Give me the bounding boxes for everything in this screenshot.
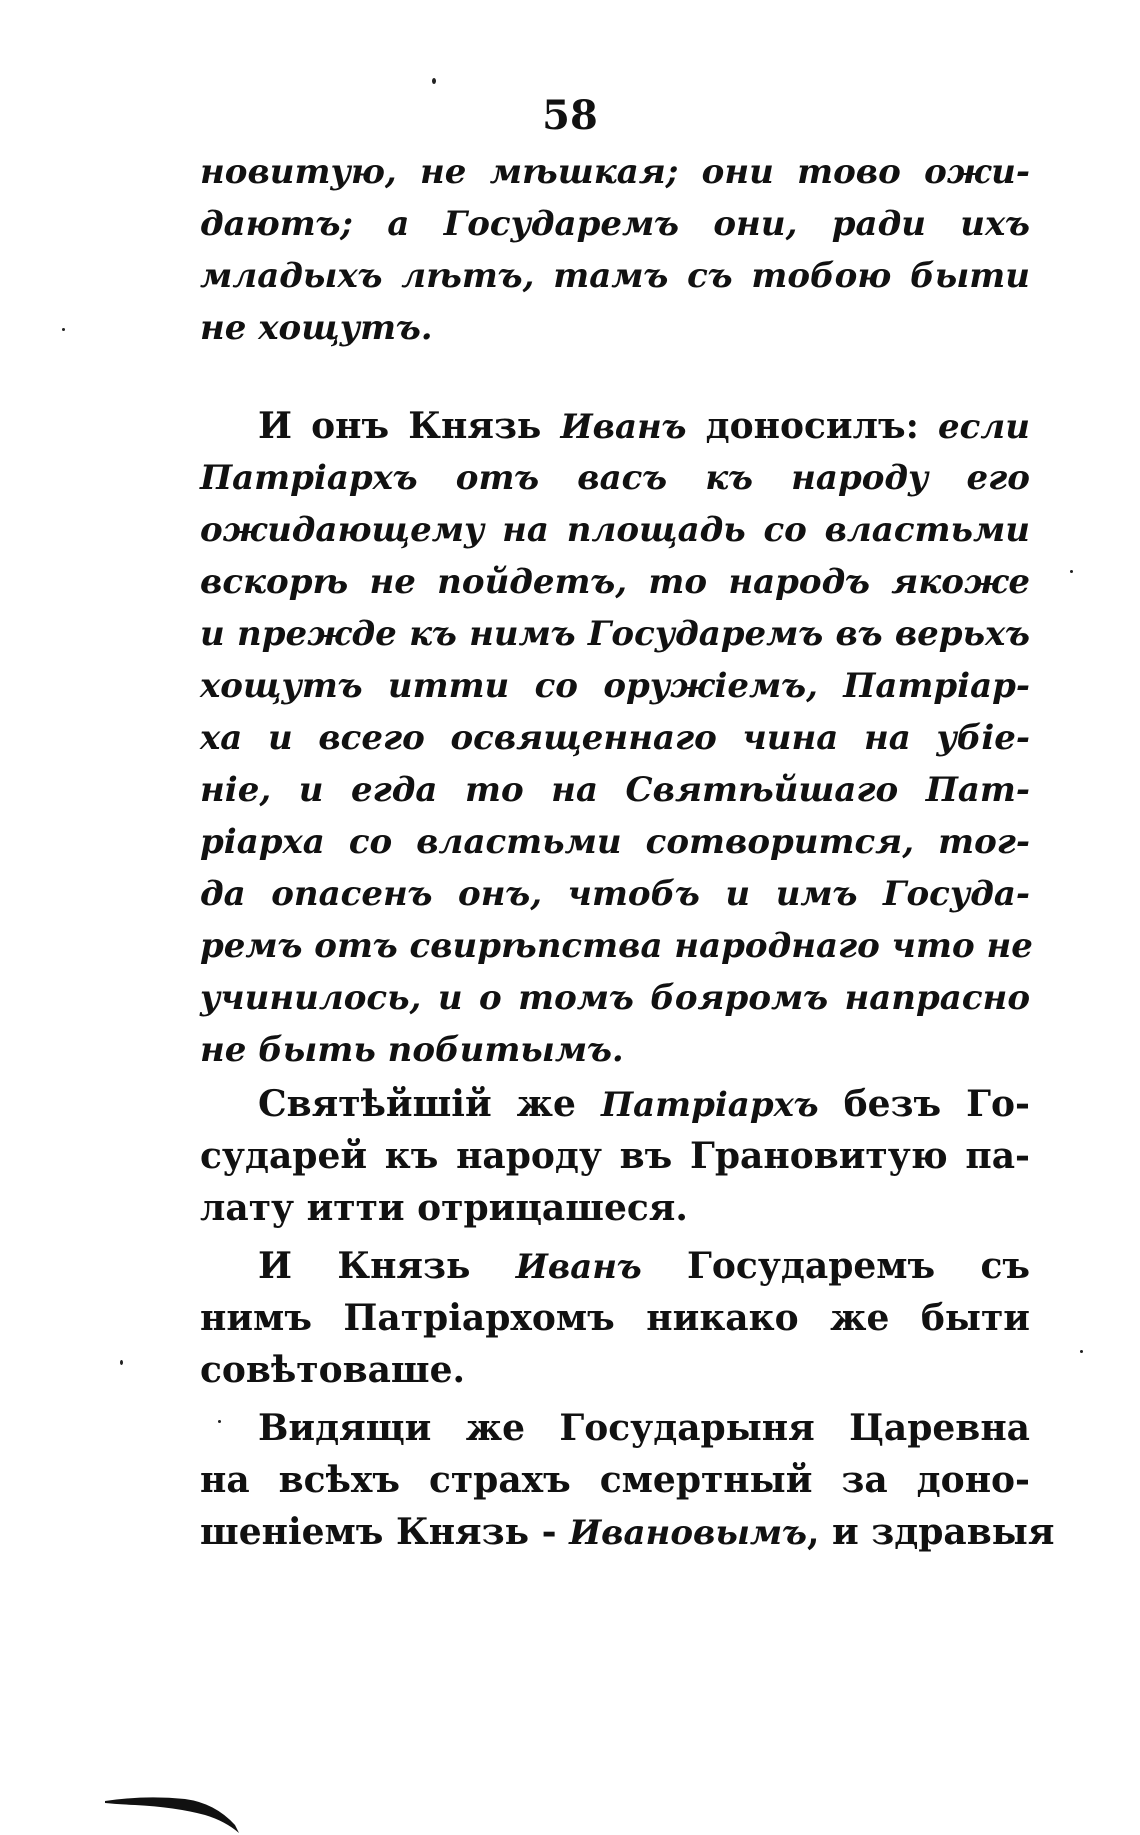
- text-line: младыхъ лѣтъ, тамъ съ тобою быти: [200, 256, 1030, 296]
- text-line: ріарха со властьми сотворится, тог-: [200, 822, 1030, 862]
- text-line: сударей къ народу въ Грановитую па-: [200, 1135, 1030, 1177]
- roman-run: шеніемъ Князь -: [200, 1511, 570, 1553]
- text-line: лату итти отрицашеся.: [200, 1187, 688, 1229]
- roman-run: Святѣйшій же: [258, 1083, 601, 1125]
- ink-speck: [62, 328, 65, 331]
- roman-run: Государемъ съ: [641, 1245, 1030, 1287]
- italic-run: Ивановымъ: [569, 1513, 807, 1553]
- text-line: на всѣхъ страхъ смертный за доно-: [200, 1459, 1030, 1501]
- roman-run: И Князь: [258, 1245, 516, 1287]
- text-line: Патріархъ отъ васъ къ народу его: [200, 458, 1030, 498]
- ink-speck: [1070, 570, 1073, 573]
- text-line: [200, 1506, 1055, 1558]
- ink-speck: [1080, 1350, 1083, 1353]
- paragraph-2: [200, 400, 1033, 1076]
- text-line: вскорѣ не пойдетъ, то народъ якоже: [200, 562, 1030, 602]
- paragraph-4: [200, 1240, 1030, 1396]
- text-line: совѣтоваше.: [200, 1349, 466, 1391]
- text-line: хощутъ итти со оружіемъ, Патріар-: [200, 666, 1030, 706]
- paragraph-3: [200, 1078, 1030, 1234]
- roman-run: , и здравыя: [806, 1511, 1055, 1553]
- text-line: ожидающему на площадь со властьми: [200, 510, 1030, 550]
- ink-speck: [218, 1420, 221, 1423]
- text-line: ніе, и егда то на Святѣйшаго Пат-: [200, 770, 1030, 810]
- text-line: да опасенъ онъ, чтобъ и имъ Госуда-: [200, 874, 1030, 914]
- roman-run: И онъ Князь: [258, 405, 561, 447]
- text-line: и прежде къ нимъ Государемъ въ верьхъ: [200, 614, 1030, 654]
- text-line: [200, 400, 1030, 452]
- text-line: ремъ отъ свирѣпства народнаго что не: [200, 926, 1033, 966]
- ink-speck: [120, 1360, 123, 1365]
- text-line: Видящи же Государыня Царевна: [258, 1407, 1030, 1449]
- text-line: новитую, не мѣшкая; они тово ожи-: [200, 152, 1030, 192]
- italic-run: Иванъ: [560, 407, 687, 447]
- text-line: учинилось, и о томъ бояромъ напрасно: [200, 978, 1030, 1018]
- ink-speck: [432, 78, 436, 84]
- text-line: не хощутъ.: [200, 308, 433, 348]
- roman-run: безъ Го-: [818, 1083, 1030, 1125]
- ink-blot-mark: [105, 1785, 245, 1835]
- text-line: ха и всего освященнаго чина на убіе-: [200, 718, 1030, 758]
- paragraph-1: [200, 146, 1030, 354]
- paragraph-5: [200, 1402, 1055, 1558]
- text-line: не быть побитымъ.: [200, 1030, 624, 1070]
- text-line: [200, 1240, 1030, 1292]
- page-number: 58: [542, 92, 598, 139]
- text-line: [200, 1078, 1030, 1130]
- italic-run: Патріархъ: [600, 1085, 819, 1125]
- italic-run: Иванъ: [515, 1247, 642, 1287]
- text-line: даютъ; а Государемъ они, ради ихъ: [200, 204, 1030, 244]
- text-line: нимъ Патріархомъ никако же быти: [200, 1297, 1030, 1339]
- roman-run: доносилъ:: [686, 405, 939, 447]
- italic-run: если: [938, 407, 1030, 447]
